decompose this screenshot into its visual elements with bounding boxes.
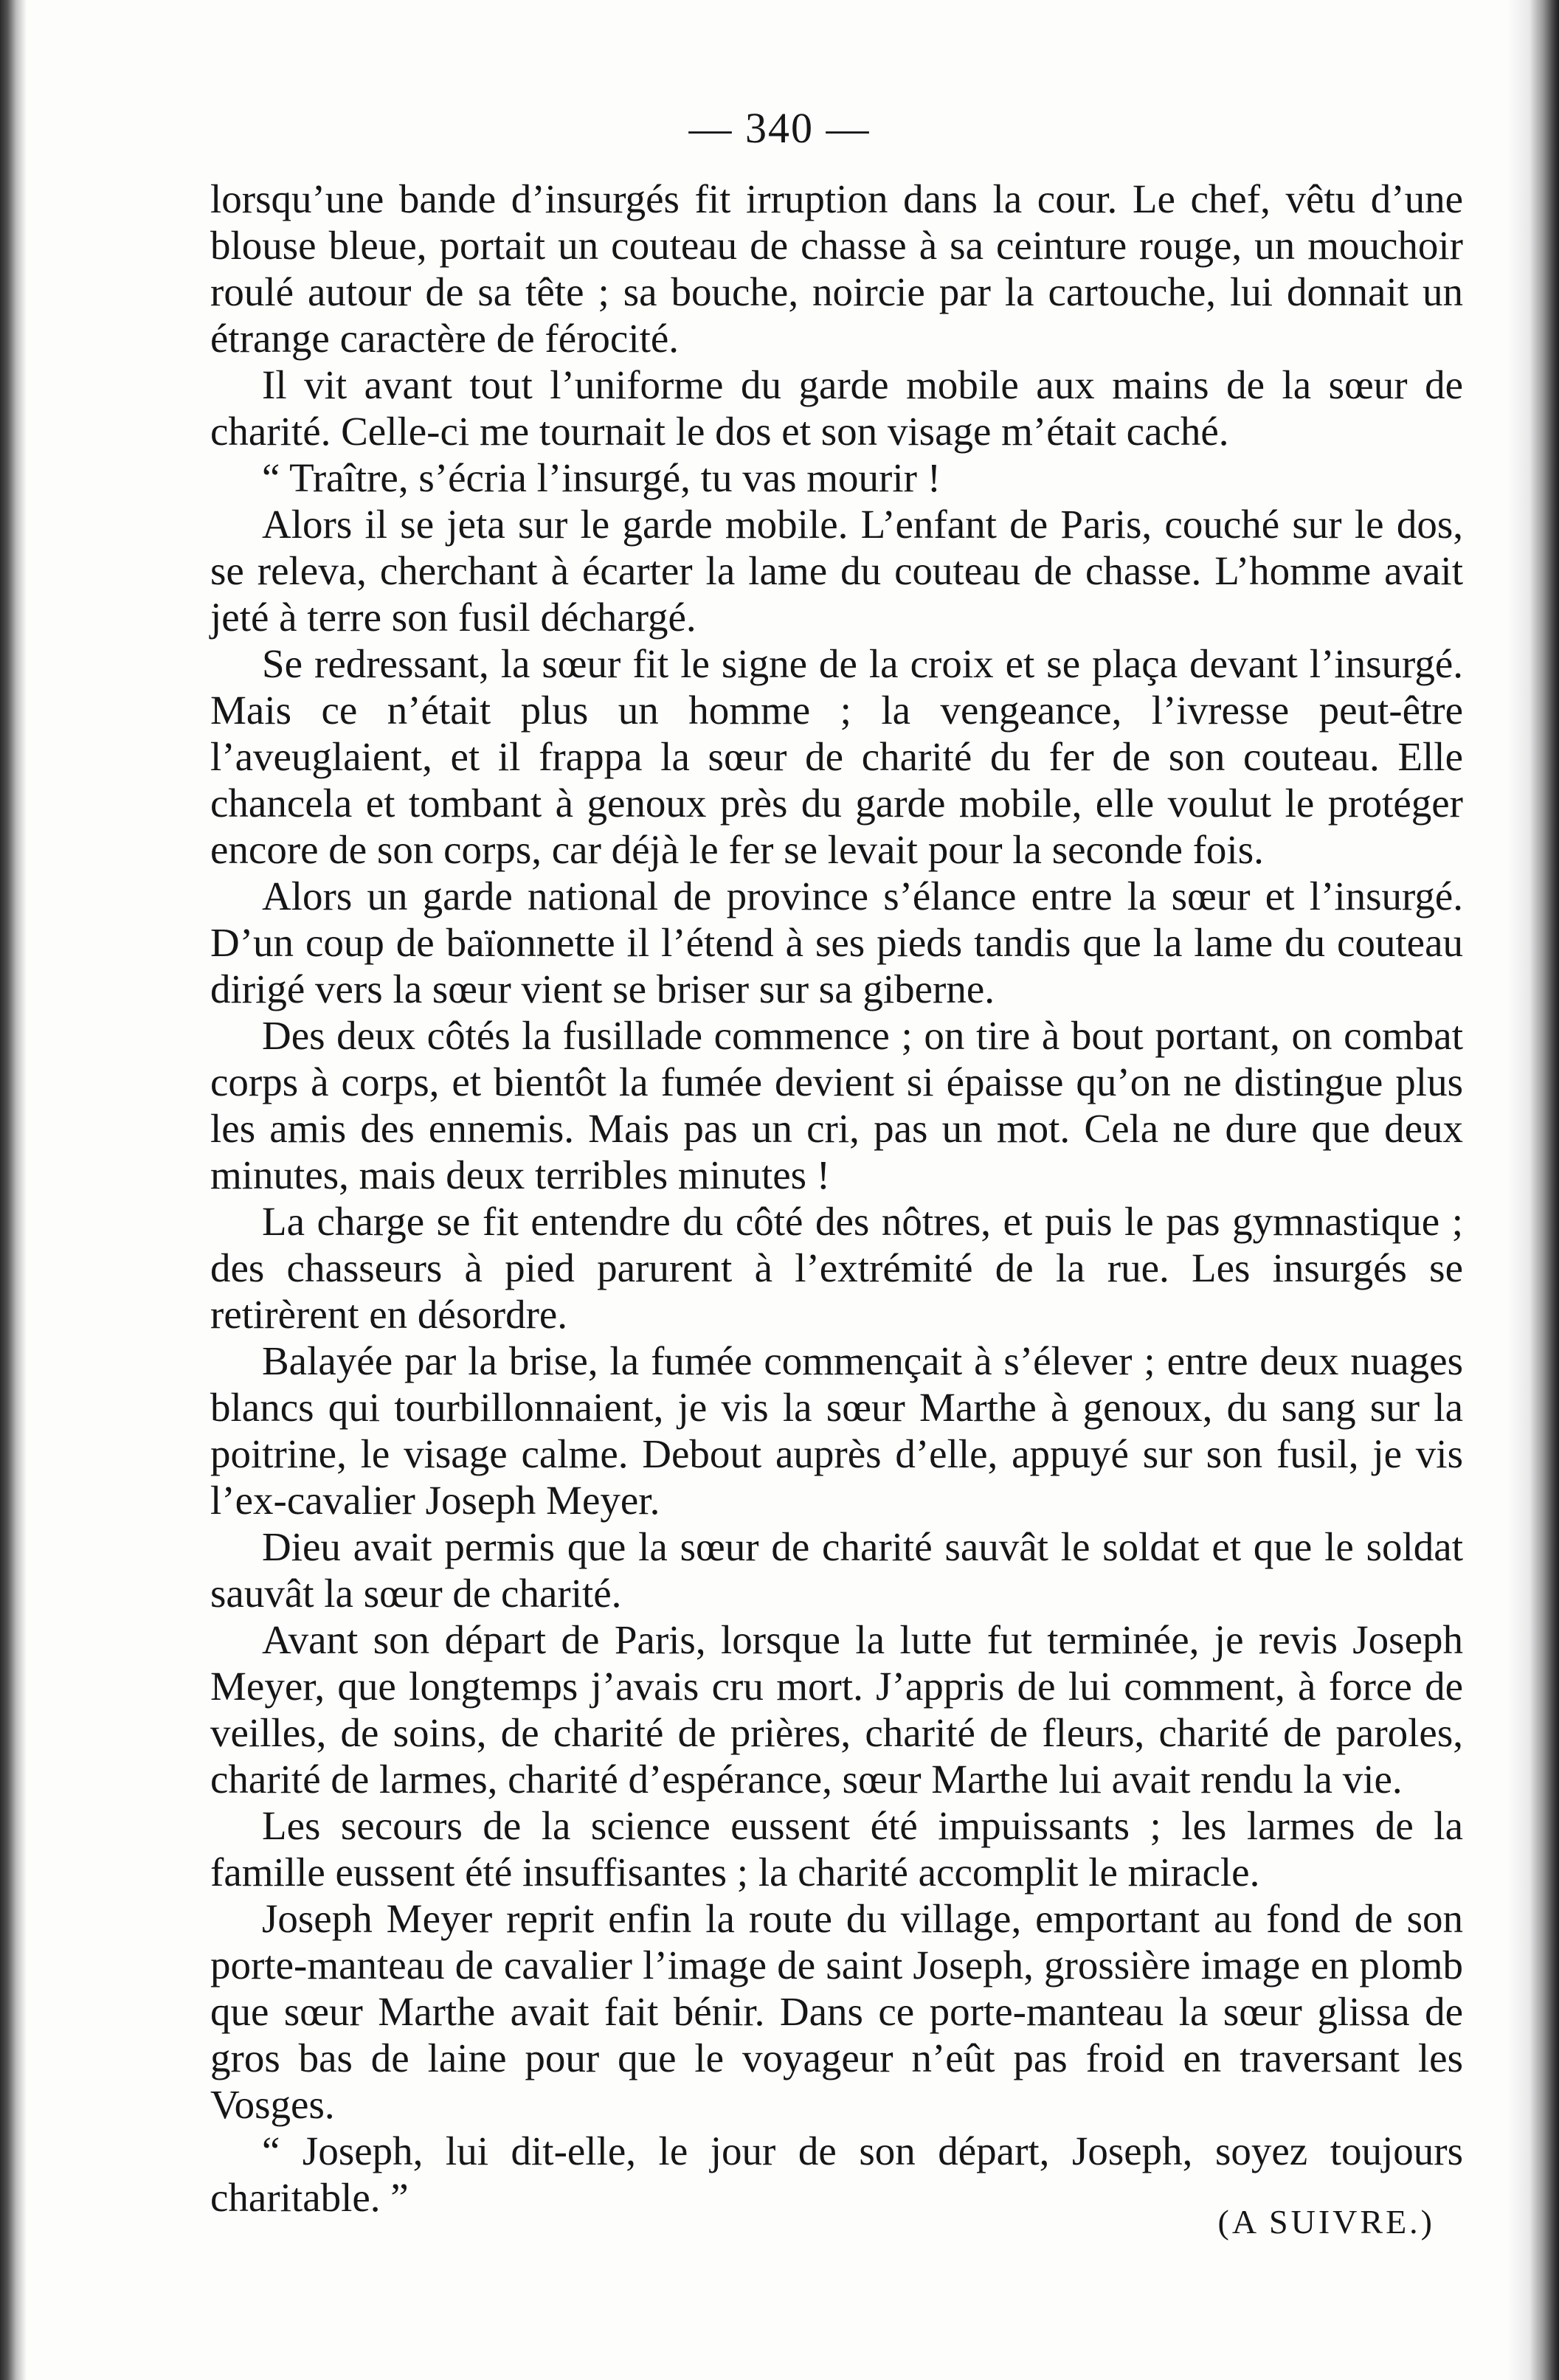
page-number: — 340 — — [688, 104, 871, 152]
paragraph: “ Traître, s’écria l’insurgé, tu vas mourir ! — [262, 455, 941, 500]
paragraph: “ Joseph, lui dit-elle, le jour de son départ, Joseph, soyez toujours charitable. ” — [210, 2128, 1463, 2220]
body-text — [210, 176, 1463, 2221]
paragraph: Joseph Meyer reprit enfin la route du village, emportant au fond de son porte-manteau de cavalier l’image de saint Joseph, grossière image en plomb que sœur Marthe avait fait bénir. Dans ce porte-manteau la sœur glissa de gros bas de laine pour que le voyageur n’eût pas froid en traversant les Vosges. — [210, 1896, 1463, 2127]
paragraph: Les secours de la science eussent été impuissants ; les larmes de la famille eussent été insuffisantes ; la charité accomplit le miracle. — [210, 1803, 1463, 1895]
paragraph: Alors un garde national de province s’élance entre la sœur et l’insurgé. D’un coup de baïonnette il l’étend à ses pieds tandis que la lame du couteau dirigé vers la sœur vient se briser sur sa giberne. — [210, 874, 1463, 1011]
paragraph: lorsqu’une bande d’insurgés fit irruption dans la cour. Le chef, vêtu d’une blouse bleue, portait un couteau de chasse à sa ceinture rouge, un mouchoir roulé autour de sa tête ; sa bouche, noircie par la cartouche, lui donnait un étrange caractère de férocité. — [210, 176, 1463, 361]
paragraph: La charge se fit entendre du côté des nôtres, et puis le pas gymnastique ; des chasseurs à pied parurent à l’extrémité de la rue. Les insurgés se retirèrent en désordre. — [210, 1199, 1463, 1337]
paragraph: Avant son départ de Paris, lorsque la lutte fut terminée, je revis Joseph Meyer, que longtemps j’avais cru mort. J’appris de lui comment, à force de veilles, de soins, de charité de prières, charité de fleurs, charité de paroles, charité de larmes, charité d’espérance, sœur Marthe lui avait rendu la vie. — [210, 1617, 1463, 1802]
continuation-note: (A SUIVRE.) — [1217, 2203, 1435, 2241]
paragraph: Alors il se jeta sur le garde mobile. L’enfant de Paris, couché sur le dos, se releva, cherchant à écarter la lame du couteau de chasse. L’homme avait jeté à terre son fusil déchargé. — [210, 502, 1463, 640]
scan-shadow-left — [0, 0, 27, 2380]
paragraph: Dieu avait permis que la sœur de charité sauvât le soldat et que le soldat sauvât la sœur de charité. — [210, 1524, 1463, 1616]
paragraph: Des deux côtés la fusillade commence ; on tire à bout portant, on combat corps à corps, et bientôt la fumée devient si épaisse qu’on ne distingue plus les amis des ennemis. Mais pas un cri, pas un mot. Cela ne dure que deux minutes, mais deux terribles minutes ! — [210, 1013, 1463, 1197]
paragraph: Balayée par la brise, la fumée commençait à s’élever ; entre deux nuages blancs qui tourbillonnaient, je vis la sœur Marthe à genoux, du sang sur la poitrine, le visage calme. Debout auprès d’elle, appuyé sur son fusil, je vis l’ex-cavalier Joseph Meyer. — [210, 1338, 1463, 1523]
paragraph: Il vit avant tout l’uniforme du garde mobile aux mains de la sœur de charité. Celle-ci me tournait le dos et son visage m’était caché. — [210, 362, 1463, 454]
paragraph: Se redressant, la sœur fit le signe de la croix et se plaça devant l’insurgé. Mais ce n’était plus un homme ; la vengeance, l’ivresse peut-être l’aveuglaient, et il frappa la sœur de charité du fer de son couteau. Elle chancela et tombant à genoux près du garde mobile, elle voulut le protéger encore de son corps, car déjà le fer se levait pour la seconde fois. — [210, 641, 1463, 872]
scan-shadow-right — [1507, 0, 1559, 2380]
